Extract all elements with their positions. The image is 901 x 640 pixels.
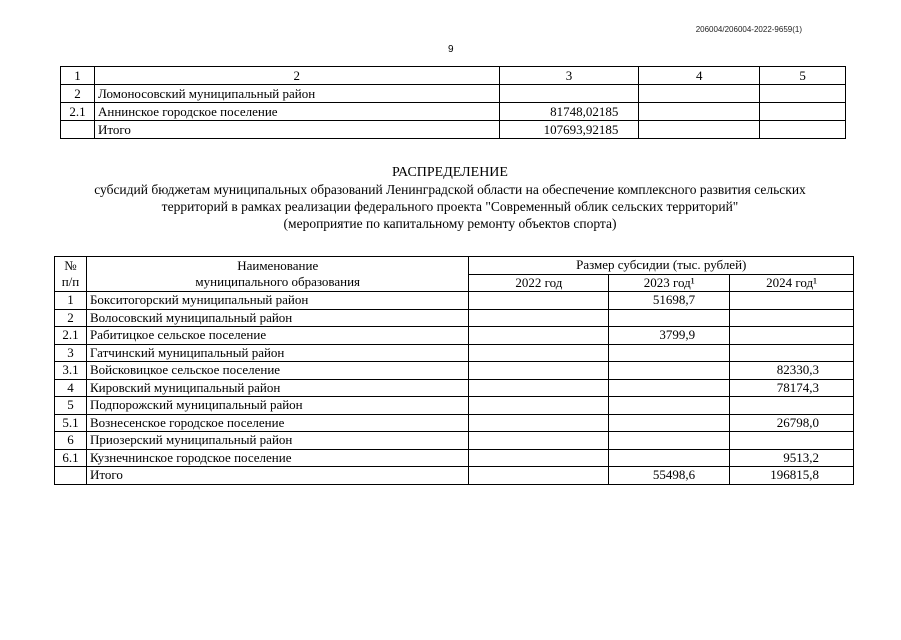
value-2023 — [609, 379, 730, 397]
header-year-2024: 2024 год¹ — [730, 274, 854, 292]
row-number: 2 — [61, 85, 95, 103]
table-row — [55, 379, 854, 397]
row-number: 4 — [55, 379, 87, 397]
value-2023 — [609, 362, 730, 380]
value-2023 — [609, 397, 730, 415]
row-number: 3.1 — [55, 362, 87, 380]
table-row — [61, 85, 846, 103]
table-header-row — [55, 257, 854, 275]
header-cell: 5 — [760, 67, 846, 85]
row-number: 6.1 — [55, 449, 87, 467]
heading-line: территорий в рамках реализации федерального проекта "Современный облик сельских территорий" — [161, 199, 739, 214]
value-2022 — [469, 344, 609, 362]
value-2022 — [469, 449, 609, 467]
heading-title: РАСПРЕДЕЛЕНИЕ — [392, 165, 508, 180]
value-cell — [499, 85, 639, 103]
municipality-name: Вознесенское городское поселение — [86, 414, 469, 432]
municipality-name: Гатчинский муниципальный район — [86, 344, 469, 362]
continued-subsidy-table — [60, 66, 846, 139]
total-label: Итого — [94, 121, 499, 139]
value-2024: 26798,0 — [730, 414, 854, 432]
value-2023 — [609, 414, 730, 432]
value-2022 — [469, 362, 609, 380]
total-row — [55, 467, 854, 485]
row-number: 1 — [55, 292, 87, 310]
header-name-line2: муниципального образования — [195, 274, 361, 289]
header-year-2023: 2023 год¹ — [609, 274, 730, 292]
row-number: 2 — [55, 309, 87, 327]
value-2023: 55498,6 — [609, 467, 730, 485]
row-number: 6 — [55, 432, 87, 450]
value-2023: 3799,9 — [609, 327, 730, 345]
distribution-heading — [20, 164, 880, 232]
value-2023 — [609, 344, 730, 362]
value-2023 — [609, 309, 730, 327]
table-row — [55, 397, 854, 415]
row-number: 2.1 — [55, 327, 87, 345]
header-subsidy-size: Размер субсидии (тыс. рублей) — [469, 257, 854, 275]
municipality-name: Кузнечнинское городское поселение — [86, 449, 469, 467]
municipality-name: Подпорожский муниципальный район — [86, 397, 469, 415]
table-row — [55, 432, 854, 450]
value-2022 — [469, 467, 609, 485]
table-row — [55, 414, 854, 432]
value-cell — [639, 103, 760, 121]
header-year-2022: 2022 год — [469, 274, 609, 292]
municipality-name: Приозерский муниципальный район — [86, 432, 469, 450]
value-cell — [760, 121, 846, 139]
value-2022 — [469, 414, 609, 432]
municipality-name: Рабитицкое сельское поселение — [86, 327, 469, 345]
table-row — [61, 103, 846, 121]
table-row — [55, 362, 854, 380]
value-cell: 81748,02185 — [499, 103, 639, 121]
municipality-name: Аннинское городское поселение — [94, 103, 499, 121]
value-cell — [639, 121, 760, 139]
subsidy-distribution-table — [54, 256, 854, 485]
value-2024: 78174,3 — [730, 379, 854, 397]
municipality-name: Кировский муниципальный район — [86, 379, 469, 397]
header-cell: 2 — [94, 67, 499, 85]
total-row — [61, 121, 846, 139]
value-2024 — [730, 327, 854, 345]
value-2022 — [469, 432, 609, 450]
municipality-name: Волосовский муниципальный район — [86, 309, 469, 327]
table-row — [55, 309, 854, 327]
row-number: 3 — [55, 344, 87, 362]
total-value: 107693,92185 — [499, 121, 639, 139]
value-2023 — [609, 449, 730, 467]
value-2022 — [469, 292, 609, 310]
row-number: 5 — [55, 397, 87, 415]
value-2022 — [469, 309, 609, 327]
header-name-line1: Наименование — [237, 258, 319, 273]
value-2024: 196815,8 — [730, 467, 854, 485]
row-number: 5.1 — [55, 414, 87, 432]
value-2022 — [469, 397, 609, 415]
table-row — [55, 327, 854, 345]
header-cell: 3 — [499, 67, 639, 85]
value-2024 — [730, 432, 854, 450]
row-number — [61, 121, 95, 139]
table-header-row — [61, 67, 846, 85]
row-number: 2.1 — [61, 103, 95, 121]
heading-line: субсидий бюджетам муниципальных образований Ленинградской области на обеспечение комплексного развития сельских — [94, 182, 806, 197]
table-row — [55, 292, 854, 310]
municipality-name: Бокситогорский муниципальный район — [86, 292, 469, 310]
header-cell: 4 — [639, 67, 760, 85]
header-no-line2: п/п — [61, 274, 80, 289]
value-2024 — [730, 309, 854, 327]
table-row — [55, 449, 854, 467]
total-label: Итого — [86, 467, 469, 485]
municipality-name: Ломоносовский муниципальный район — [94, 85, 499, 103]
municipality-name: Войсковицкое сельское поселение — [86, 362, 469, 380]
value-2024: 82330,3 — [730, 362, 854, 380]
page-number: 9 — [448, 44, 454, 55]
value-2024 — [730, 292, 854, 310]
document-id: 206004/206004-2022-9659(1) — [695, 25, 802, 34]
header-no-line1: № — [64, 258, 77, 273]
table-row — [55, 344, 854, 362]
heading-line: (мероприятие по капитальному ремонту объектов спорта) — [283, 216, 617, 231]
row-number — [55, 467, 87, 485]
value-2024 — [730, 397, 854, 415]
header-name — [86, 257, 469, 292]
value-2022 — [469, 379, 609, 397]
value-2022 — [469, 327, 609, 345]
value-2023: 51698,7 — [609, 292, 730, 310]
value-2024 — [730, 344, 854, 362]
value-2023 — [609, 432, 730, 450]
header-no — [55, 257, 87, 292]
value-cell — [639, 85, 760, 103]
value-cell — [760, 85, 846, 103]
value-cell — [760, 103, 846, 121]
header-cell: 1 — [61, 67, 95, 85]
value-2024: 9513,2 — [730, 449, 854, 467]
